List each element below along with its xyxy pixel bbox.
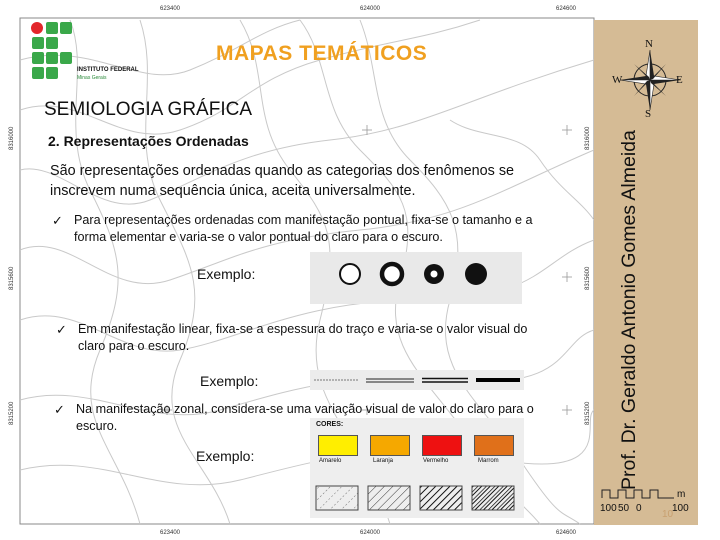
coord-left-3: 8315200 — [9, 401, 15, 425]
coord-top-2: 624000 — [360, 6, 381, 12]
hatch-light — [316, 486, 358, 510]
hatch-darkest — [472, 486, 514, 510]
swatch-label-red: Vermelho — [423, 458, 449, 464]
compass-south-label: S — [645, 108, 652, 120]
coord-right-3: 8315200 — [585, 401, 591, 425]
point-symbol-medium — [382, 264, 402, 284]
bullet-point-manifestation — [52, 212, 552, 246]
scale-label-100-left: 100 — [600, 503, 617, 514]
coord-top-3: 624600 — [556, 6, 577, 12]
swatch-brown — [474, 435, 514, 456]
compass-north-label: N — [645, 38, 653, 50]
institution-name: INSTITUTO FEDERAL — [77, 67, 139, 73]
coord-right-2: 8315600 — [585, 266, 591, 290]
check-icon: ✓ — [56, 322, 67, 337]
coord-right-1: 8316000 — [585, 126, 591, 150]
example-label-line: Exemplo: — [200, 373, 259, 389]
example-label-zonal: Exemplo: — [196, 448, 255, 464]
compass-west-label: W — [612, 74, 623, 86]
bullet-line-manifestation — [56, 321, 556, 355]
coord-bottom-3: 624600 — [556, 530, 577, 536]
point-value-sample — [310, 252, 522, 304]
author-name: Prof. Dr. Geraldo Antonio Gomes Almeida — [618, 130, 640, 490]
swatch-red — [422, 435, 462, 456]
swatch-orange — [370, 435, 410, 456]
line-value-sample — [310, 370, 524, 390]
point-symbol-light — [340, 264, 360, 284]
institution-logo — [30, 20, 74, 84]
coord-bottom-1: 623400 — [160, 530, 181, 536]
scale-label-0: 0 — [636, 503, 642, 514]
slide-title: MAPAS TEMÁTICOS — [216, 42, 428, 65]
coord-bottom-2: 624000 — [360, 530, 381, 536]
hatch-medium — [368, 486, 410, 510]
check-icon: ✓ — [52, 213, 63, 228]
intro-paragraph: São representações ordenadas quando as categorias dos fenômenos se inscrevem numa sequência única, aceita universalmente. — [50, 163, 515, 199]
section-subheading: 2. Representações Ordenadas — [48, 133, 249, 149]
check-icon: ✓ — [54, 402, 65, 417]
hatch-swatches — [310, 484, 524, 514]
bullet-text: Na manifestação zonal, considera-se uma variação visual de valor do claro para o escuro. — [76, 402, 534, 433]
example-label-point: Exemplo: — [197, 266, 256, 282]
hatch-dark — [420, 486, 462, 510]
scale-label-50: 50 — [618, 503, 630, 514]
scale-label-100-right: 100 — [672, 503, 689, 514]
coord-top-1: 623400 — [160, 6, 181, 12]
swatch-yellow — [318, 435, 358, 456]
institution-campus: Minas Gerais — [77, 75, 107, 81]
scale-unit: m — [677, 489, 686, 500]
bullet-text: Em manifestação linear, fixa-se a espessura do traço e varia-se o valor visual do claro para o escuro. — [78, 322, 528, 353]
swatch-label-brown: Marrom — [478, 458, 499, 464]
coord-left-1: 8316000 — [9, 126, 15, 150]
point-symbol-darkest — [465, 263, 487, 285]
colors-header: CORES: — [316, 421, 344, 428]
zonal-value-sample — [310, 418, 524, 518]
coord-left-2: 8315600 — [9, 266, 15, 290]
page-number: 10 — [662, 509, 674, 520]
compass-east-label: E — [676, 74, 683, 86]
swatch-label-orange: Laranja — [373, 458, 394, 464]
section-heading: SEMIOLOGIA GRÁFICA — [44, 99, 252, 120]
swatch-label-yellow: Amarelo — [319, 458, 342, 464]
bullet-text: Para representações ordenadas com manifestação pontual, fixa-se o tamanho e a forma elementar e varia-se o valor pontual do claro para o escuro. — [74, 213, 533, 244]
